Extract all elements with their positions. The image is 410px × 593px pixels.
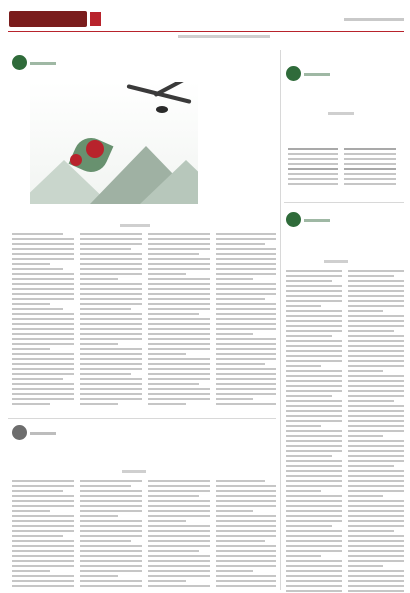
section-divider [284,202,404,203]
poem-box [286,84,396,142]
rain-essay-headline [300,240,390,255]
travel-article-col-2 [80,480,142,590]
rain-essay-byline [324,260,348,263]
issue-date [344,18,404,21]
newspaper-logo [9,11,87,27]
column-divider [280,50,281,590]
poetry-section-icon [286,66,301,81]
travel-byline [122,470,146,473]
essay-section-icon [12,55,27,70]
masthead [0,0,410,44]
section-label [304,219,330,222]
feature-article-col-4 [216,233,276,408]
section-divider [8,418,276,419]
essay-section-icon [286,212,301,227]
feature-article-col-3 [148,233,210,408]
bird-icon [156,106,168,113]
travel-article-col-1 [12,480,74,590]
section-label [304,73,330,76]
feature-article-col-1 [12,233,74,408]
poem-stanza-right [344,148,396,188]
travel-article-col-3 [148,480,210,590]
feature-byline [120,224,150,227]
editor-credits [178,35,270,38]
rain-essay-col-1 [286,270,342,593]
poem-title [300,94,382,107]
travel-section-icon [12,425,27,440]
poem-author [328,112,354,115]
ink-painting-illustration [30,82,198,204]
section-label [30,432,56,435]
section-label [30,62,56,65]
rain-essay-col-2 [348,270,404,593]
feature-article-col-2 [80,233,142,408]
poem-stanza-left [288,148,338,188]
travel-article-col-4 [216,480,276,590]
feature-headline [94,203,154,221]
travel-headline [86,450,178,466]
masthead-rule [8,31,404,32]
